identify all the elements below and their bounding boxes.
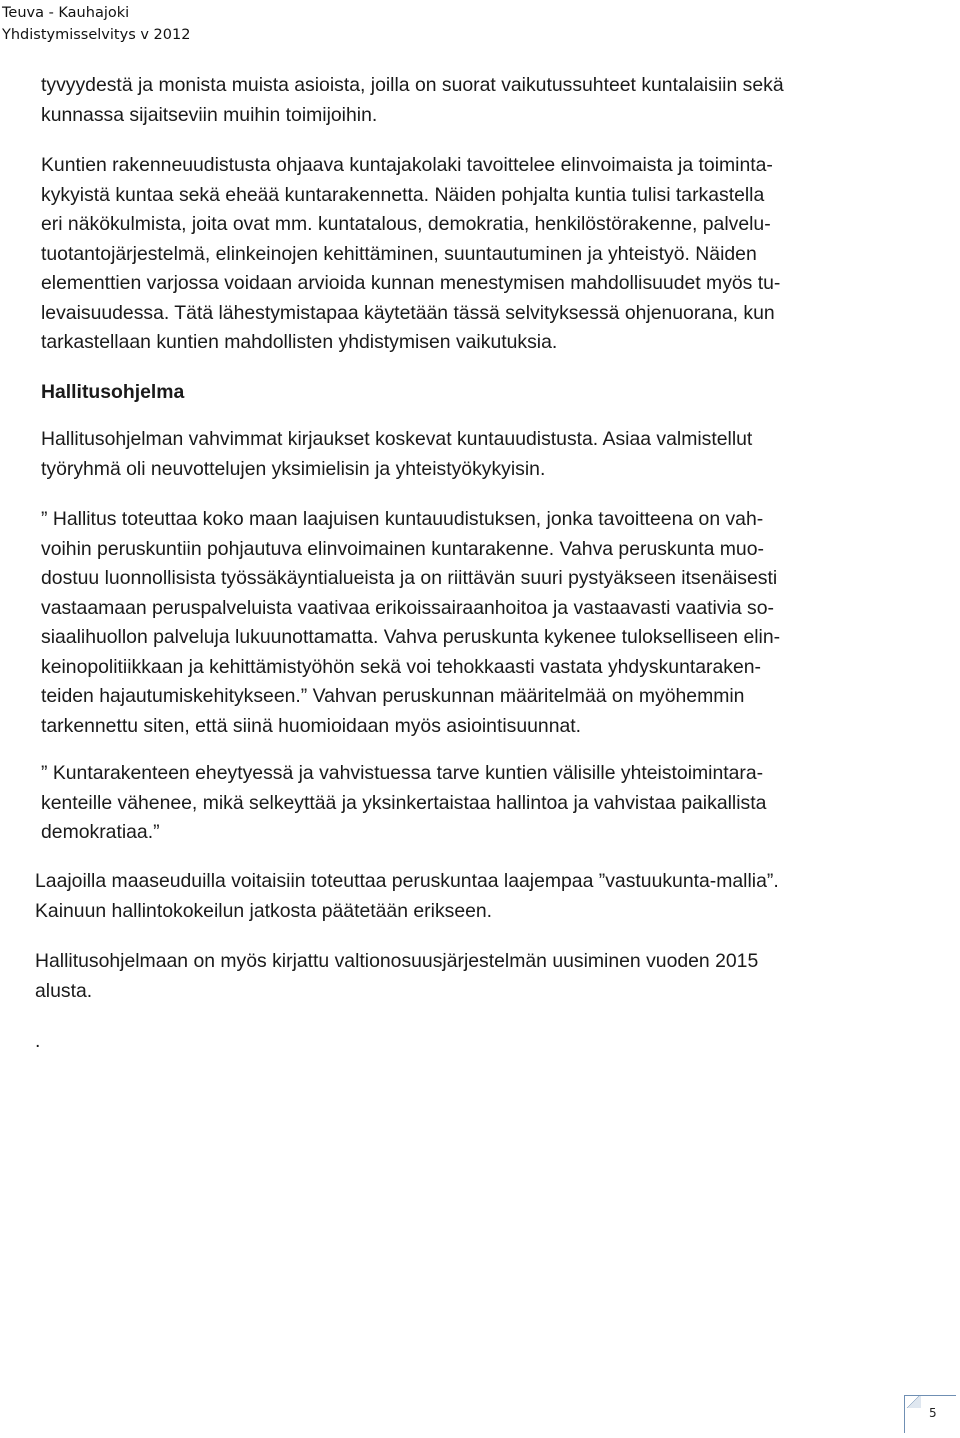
page-header [2,2,190,46]
text-line: tyvyydestä ja monista muista asioista, joilla on suorat vaikutussuhteet kuntalaisiin sekä [41,74,784,96]
text-line: kenteille vähenee, mikä selkeyttää ja yksinkertaistaa hallintoa ja vahvistaa paikallista [41,791,767,814]
text-line: eri näkökulmista, joita ovat mm. kuntatalous, demokratia, henkilöstörakenne, palvelu- [41,213,771,235]
text-line: Kuntien rakenneuudistusta ohjaava kuntajakolaki tavoittelee elinvoimaista ja toiminta- [41,154,773,176]
header-title: Teuva - Kauhajoki [2,5,130,21]
text-line: Kainuun hallintokokeilun jatkosta päätetään erikseen. [35,899,493,922]
text-line: ” Hallitus toteuttaa koko maan laajuisen kuntauudistuksen, jonka tavoitteena on vah- [41,508,764,530]
paragraph-vastuukunta [35,867,779,926]
text-line: voihin peruskuntiin pohjautuva elinvoimainen kuntarakenne. Vahva peruskunta muo- [41,537,764,560]
paragraph-intro-continued [41,71,784,130]
text-line: siaalihuollon palveluja lukuunottamatta. Vahva peruskunta kykenee tulokselliseen elin- [41,626,781,648]
text-line: teiden hajautumiskehitykseen.” Vahvan peruskunnan määritelmää on myöhemmin [41,685,745,707]
text-line: työryhmä oli neuvottelujen yksimielisin ja yhteistyökykyisin. [41,457,546,480]
text-line: kykyistä kuntaa sekä eheää kuntarakennetta. Näiden pohjalta kuntia tulisi tarkastella [41,183,765,206]
quote-kuntauudistus [41,505,780,741]
text-line: alusta. [35,979,93,1002]
paragraph-valtionosuus [35,947,758,1006]
paragraph-hallitusohjelma [41,425,752,484]
text-line: levaisuudessa. Tätä lähestymistapaa käytetään tässä selvityksessä ohjenuorana, kun [41,301,775,324]
text-line: elementtien varjossa voidaan arvioida kunnan menestymisen mahdollisuudet myös tu- [41,272,781,294]
text-line: tuotantojärjestelmä, elinkeinojen kehittäminen, suuntautuminen ja yhteistyö. Näiden [41,242,757,265]
trailing-dot: . [35,1030,41,1052]
text-line: kunnassa sijaitseviin muihin toimijoihin. [41,103,378,126]
header-subtitle: Yhdistymisselvitys v 2012 [2,27,191,43]
text-line: tarkennettu siten, että siinä huomioidaan myös asiointisuunnat. [41,714,582,737]
text-line: Laajoilla maaseuduilla voitaisiin toteuttaa peruskuntaa laajempaa ”vastuukunta-mallia”. [35,870,779,892]
section-heading: Hallitusohjelma [41,381,185,403]
text-line: vastaamaan peruspalveluista vaativaa erikoissairaanhoitoa ja vastaavasti vaativia so- [41,596,774,619]
paragraph-kuntajakolaki [41,151,780,358]
text-line: dostuu luonnollisista työssäkäyntialueista ja on riittävän suuri pystyäkseen itsenäisesti [41,567,778,589]
page-number: 5 [929,1406,937,1420]
text-line: keinopolitiikkaan ja kehittämistyöhön sekä voi tehokkaasti vastata yhdyskuntaraken- [41,655,762,678]
page-number-box [904,1395,956,1433]
text-line: Hallitusohjelmaan on myös kirjattu valtionosuusjärjestelmän uusiminen vuoden 2015 [35,950,759,972]
text-line: tarkastellaan kuntien mahdollisten yhdistymisen vaikutuksia. [41,331,558,353]
text-line: ” Kuntarakenteen eheytyessä ja vahvistuessa tarve kuntien välisille yhteistoimintara- [41,762,764,784]
quote-kuntarakenne [41,759,766,848]
text-line: demokratiaa.” [41,821,160,843]
text-line: Hallitusohjelman vahvimmat kirjaukset koskevat kuntauudistusta. Asiaa valmistellut [41,428,753,450]
